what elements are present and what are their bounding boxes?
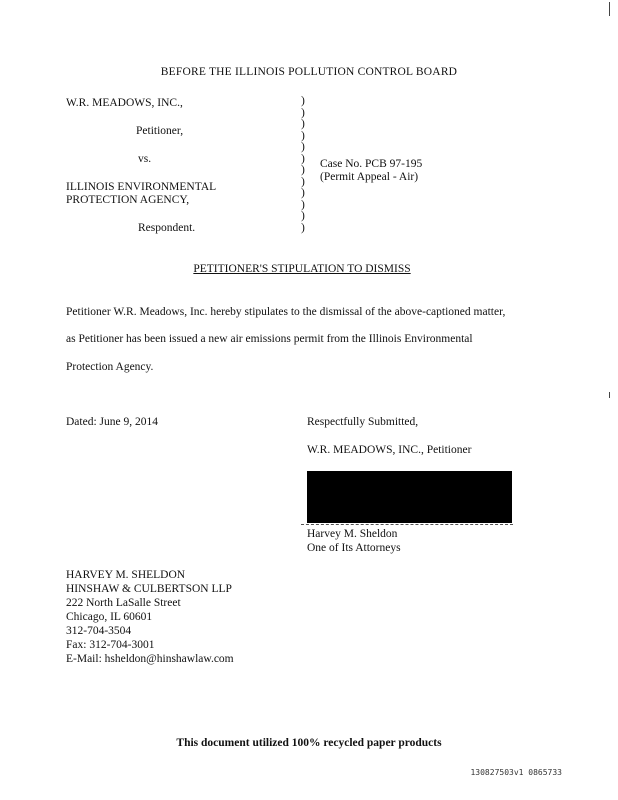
paren-mark: ) <box>301 141 305 153</box>
document-id: 130827503v1 0865733 <box>470 768 562 777</box>
board-title: BEFORE THE ILLINOIS POLLUTION CONTROL BOARD <box>160 66 458 78</box>
paren-mark: ) <box>301 95 305 107</box>
redacted-signature-block <box>307 471 512 523</box>
stipulation-title: PETITIONER'S STIPULATION TO DISMISS <box>193 263 411 275</box>
case-number: Case No. PCB 97-195 <box>320 158 423 170</box>
counsel-firm: HINSHAW & CULBERTSON LLP <box>66 583 232 595</box>
paren-mark: ) <box>301 129 305 142</box>
paren-mark: ) <box>301 198 305 211</box>
paren-mark: ) <box>301 175 305 188</box>
counsel-phone: 312-704-3504 <box>66 625 132 637</box>
signature-line <box>301 524 513 525</box>
scan-edge-mark <box>609 2 610 16</box>
respondent-role: Respondent. <box>138 222 196 234</box>
versus-label: vs. <box>138 153 152 165</box>
recycled-paper-note: This document utilized 100% recycled paper products <box>176 737 442 749</box>
scan-edge-mark <box>609 392 610 398</box>
body-line-1: Petitioner W.R. Meadows, Inc. hereby stipulates to the dismissal of the above-captioned matter, <box>66 306 506 318</box>
paren-mark: ) <box>301 106 305 119</box>
respondent-name-line2: PROTECTION AGENCY, <box>66 194 190 206</box>
paren-mark: ) <box>301 210 305 222</box>
signer-name: Harvey M. Sheldon <box>307 528 398 540</box>
paren-mark: ) <box>301 187 305 199</box>
petitioner-name: W.R. MEADOWS, INC., <box>66 97 183 109</box>
dated-line: Dated: June 9, 2014 <box>66 416 158 428</box>
body-line-3: Protection Agency. <box>66 361 154 373</box>
counsel-city: Chicago, IL 60601 <box>66 611 153 623</box>
body-line-2: as Petitioner has been issued a new air emissions permit from the Illinois Environmental <box>66 333 473 345</box>
respectfully-submitted: Respectfully Submitted, <box>307 416 419 428</box>
counsel-email: E-Mail: hsheldon@hinshawlaw.com <box>66 653 234 665</box>
counsel-street: 222 North LaSalle Street <box>66 597 181 609</box>
petitioner-role: Petitioner, <box>136 125 184 137</box>
respondent-name-line1: ILLINOIS ENVIRONMENTAL <box>66 181 217 193</box>
signing-party: W.R. MEADOWS, INC., Petitioner <box>307 444 472 456</box>
signer-role: One of Its Attorneys <box>307 542 401 554</box>
caption-paren-column <box>301 96 311 234</box>
counsel-name: HARVEY M. SHELDON <box>66 569 186 581</box>
paren-mark: ) <box>301 152 305 165</box>
paren-mark: ) <box>301 164 305 176</box>
counsel-fax: Fax: 312-704-3001 <box>66 639 155 651</box>
case-type: (Permit Appeal - Air) <box>320 171 419 183</box>
paren-mark: ) <box>301 221 305 234</box>
paren-mark: ) <box>301 118 305 130</box>
